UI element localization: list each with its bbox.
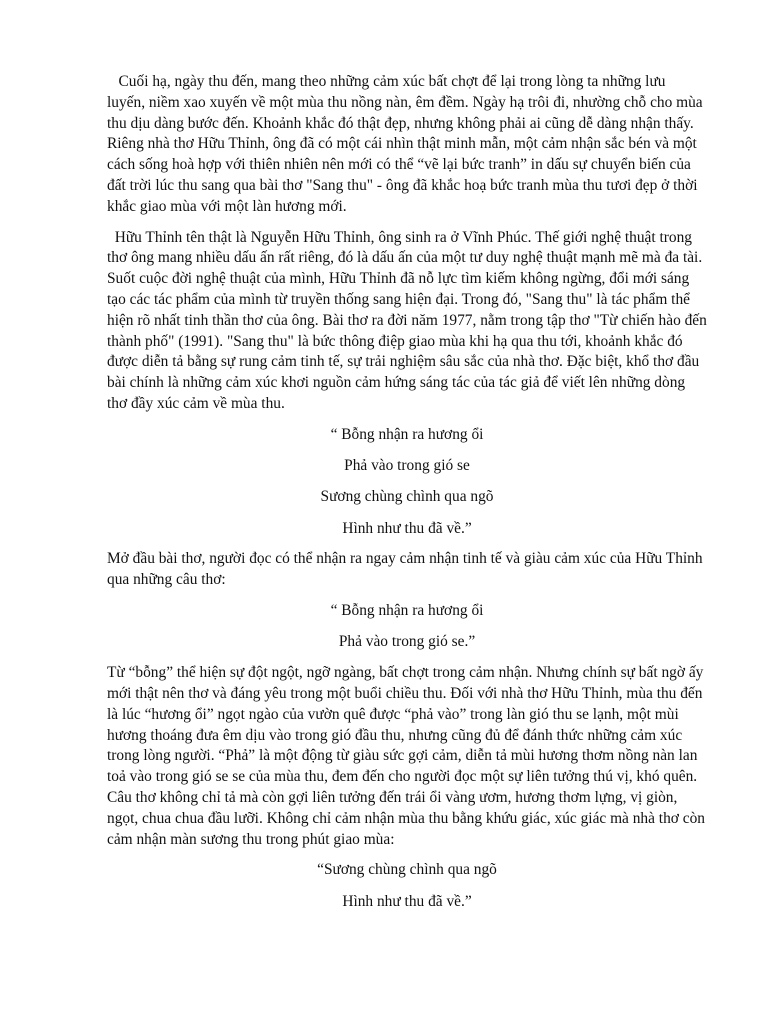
verse-stanza-full bbox=[107, 425, 707, 540]
verse-line: Phả vào trong gió se bbox=[344, 457, 470, 475]
verse-line: Hình như thu đã về.” bbox=[342, 892, 472, 910]
intro-paragraph: Cuối hạ, ngày thu đến, mang theo những cảm xúc bất chợt để lại trong lòng ta những lưu luyến, niềm xao xuyến về một mùa thu nồng nàn, êm đềm. Ngày hạ trôi đi, nhường chỗ cho mùa thu dịu dàng bước đến. Khoảnh khắc đó thật đẹp, nhưng không phải ai cũng dễ dàng nhận thấy. Riêng nhà thơ Hữu Thỉnh, ông đã có một cái nhìn thật minh mẫn, một cảm nhận sắc bén và một cách sống hoà hợp với thiên nhiên nên mới có thể “vẽ lại bức tranh” in dấu sự chuyển biến của đất trời lúc thu sang qua bài thơ "Sang thu" - ông đã khắc hoạ bức tranh mùa thu tươi đẹp ở thời khắc giao mùa với một làn hương mới. bbox=[107, 73, 707, 215]
verse-line: Hình như thu đã về.” bbox=[342, 519, 472, 537]
verse-line: Phả vào trong gió se.” bbox=[338, 633, 476, 651]
verse-stanza-second-couplet bbox=[107, 860, 707, 912]
document-page bbox=[107, 72, 711, 922]
author-paragraph: Hữu Thỉnh tên thật là Nguyễn Hữu Thỉnh, ông sinh ra ở Vĩnh Phúc. Thế giới nghệ thuật trong thơ ông mang nhiều dấu ấn rất riêng, đó là dấu ấn của một tư duy nghệ thuật mạnh mẽ mà đa tài. Suốt cuộc đời nghệ thuật của mình, Hữu Thỉnh đã nỗ lực tìm kiếm không ngừng, đổi mới sáng tạo các tác phẩm của mình từ truyền thống sang hiện đại. Trong đó, "Sang thu" là tác phẩm thể hiện rõ nhất tinh thần thơ của ông. Bài thơ ra đời năm 1977, nằm trong tập thơ "Từ chiến hào đến thành phố" (1991). "Sang thu" là bức thông điệp giao mùa khi hạ qua thu tới, khoảnh khắc đó được diễn tả bằng sự rung cảm tinh tế, sự trải nghiệm sâu sắc của nhà thơ. Đặc biệt, khổ thơ đầu bài chính là những cảm xúc khơi nguồn cảm hứng sáng tác của tác giả để viết lên những dòng thơ đầy xúc cảm về mùa thu. bbox=[107, 228, 711, 412]
verse-line: Sương chùng chình qua ngõ bbox=[320, 488, 494, 506]
verse-line: “ Bỗng nhận ra hương ổi bbox=[330, 425, 484, 443]
opening-analysis-paragraph: Mở đầu bài thơ, người đọc có thể nhận ra ngay cảm nhận tinh tế và giàu cảm xúc của Hữu Thỉnh qua những câu thơ: bbox=[107, 550, 703, 589]
analysis-paragraph: Từ “bỗng” thể hiện sự đột ngột, ngỡ ngàng, bất chợt trong cảm nhận. Nhưng chính sự bất ngờ ấy mới thật nên thơ và đáng yêu trong một buổi chiều thu. Đối với nhà thơ Hữu Thỉnh, mùa thu đến là lúc “hương ổi” ngọt ngào của vườn quê được “phả vào” trong làn gió thu se lạnh, một mùi hương thoáng đưa êm dịu vào trong gió đầu thu, nhưng cũng đủ để đánh thức những cảm xúc trong lòng người. “Phả” là một động từ giàu sức gợi cảm, diễn tả mùi hương thơm nồng nàn lan toả vào trong gió se se của mùa thu, đem đến cho người đọc một sự liên tưởng thú vị, khó quên. Câu thơ không chỉ tả mà còn gợi liên tưởng đến trái ổi vàng ươm, hương thơm lựng, vị giòn, ngọt, chua chua đầu lưỡi. Không chỉ cảm nhận mùa thu bằng khứu giác, xúc giác mà nhà thơ còn cảm nhận màn sương thu trong phút giao mùa: bbox=[107, 664, 705, 848]
verse-line: “ Bỗng nhận ra hương ổi bbox=[330, 602, 484, 620]
verse-stanza-first-couplet bbox=[107, 601, 707, 653]
verse-line: “Sương chùng chình qua ngõ bbox=[317, 861, 497, 879]
